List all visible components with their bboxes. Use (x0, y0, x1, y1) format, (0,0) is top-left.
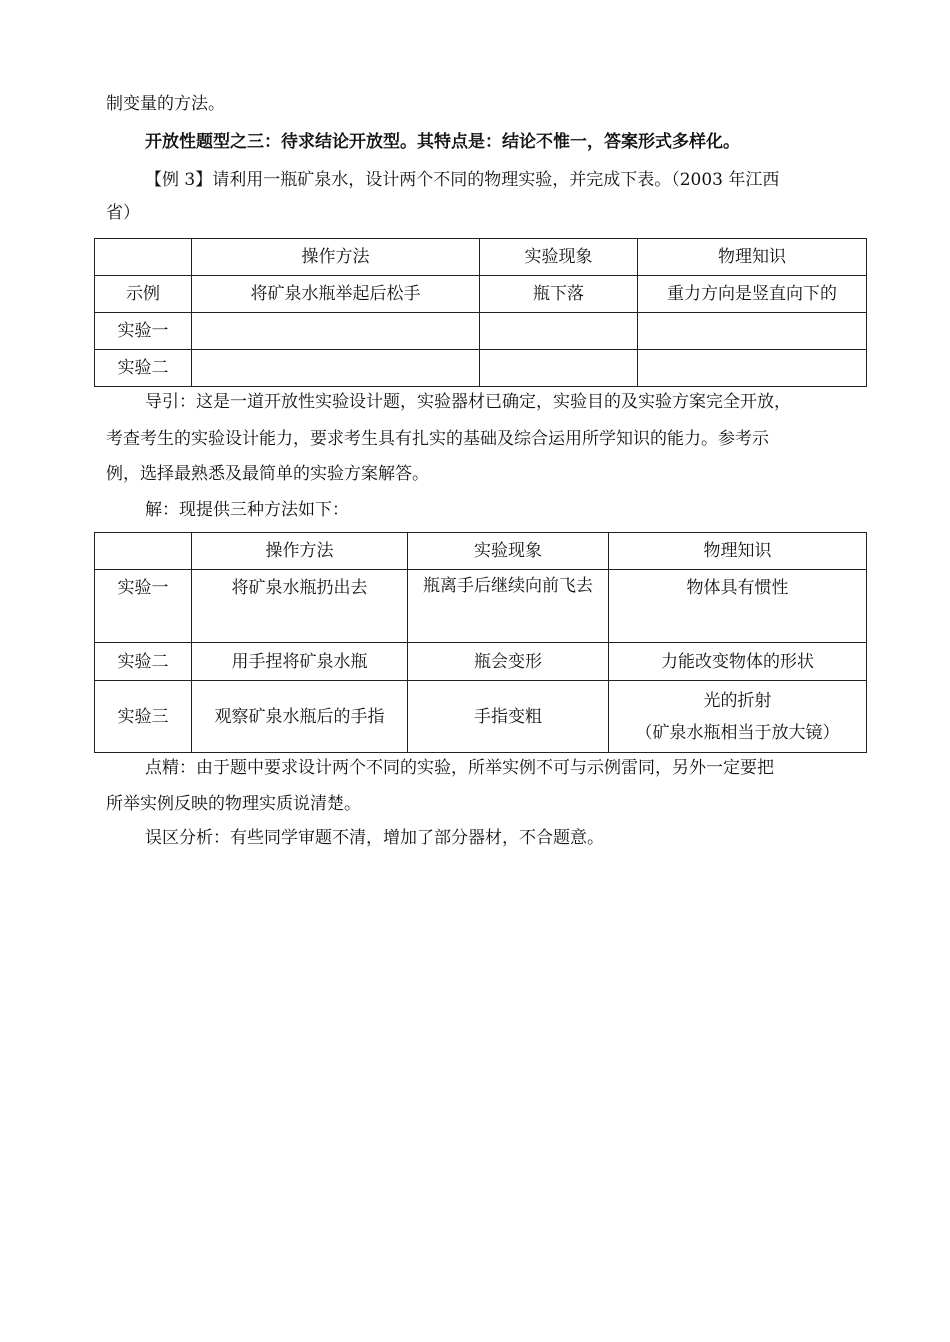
table-row (95, 681, 867, 753)
guide-line1: 导引：这是一道开放性实验设计题，实验器材已确定，实验目的及实验方案完全开放， (145, 392, 791, 412)
table-cell (408, 570, 609, 643)
table-cell (95, 239, 192, 276)
point-line1: 点精：由于题中要求设计两个不同的实验，所举实例不可与示例雷同，另外一定要把 (145, 758, 774, 778)
table-row (95, 570, 867, 643)
table-cell: 示例 (95, 276, 192, 313)
example-prompt-line2: 省） (106, 203, 140, 223)
table-cell: 瓶下落 (480, 276, 638, 313)
table-cell (638, 350, 867, 387)
solution-intro: 解：现提供三种方法如下： (145, 500, 349, 520)
table-cell (609, 681, 867, 753)
table-cell: 将矿泉水瓶举起后松手 (192, 276, 480, 313)
table-cell (638, 313, 867, 350)
table-cell (480, 313, 638, 350)
table-cell: 实验一 (95, 313, 192, 350)
table-cell (192, 350, 480, 387)
table-cell: 瓶会变形 (408, 643, 609, 681)
solution-table (94, 532, 867, 753)
table-row (95, 350, 867, 387)
point-line2: 所举实例反映的物理实质说清楚。 (106, 794, 361, 814)
table-header: 操作方法 (192, 533, 408, 570)
table-header: 操作方法 (192, 239, 480, 276)
table-cell (95, 533, 192, 570)
table-header: 物理知识 (638, 239, 867, 276)
table-cell: 将矿泉水瓶扔出去 (192, 570, 408, 643)
guide-line3: 例，选择最熟悉及最简单的实验方案解答。 (106, 464, 429, 484)
table-cell: 用手捏将矿泉水瓶 (192, 643, 408, 681)
table-cell: 实验三 (95, 681, 192, 753)
table-row (95, 313, 867, 350)
guide-line2: 考查考生的实验设计能力，要求考生具有扎实的基础及综合运用所学知识的能力。参考示 (106, 429, 769, 449)
table-cell (480, 350, 638, 387)
table-header: 实验现象 (480, 239, 638, 276)
table-cell-line2: （矿泉水瓶相当于放大镜） (635, 722, 840, 743)
table-header: 实验现象 (408, 533, 609, 570)
example-table (94, 238, 867, 387)
paragraph-continuation: 制变量的方法。 (106, 94, 225, 114)
table-row (95, 643, 867, 681)
table-cell: 物体具有惯性 (609, 570, 867, 643)
table-cell-line1: 光的折射 (703, 690, 772, 711)
example-prompt-line1: 【例 3】请利用一瓶矿泉水，设计两个不同的物理实验，并完成下表。（2003 年江西 (145, 170, 780, 190)
table-header-row (95, 239, 867, 276)
table-cell (192, 313, 480, 350)
mistake-analysis: 误区分析：有些同学审题不清，增加了部分器材，不合题意。 (145, 828, 604, 848)
table-cell: 重力方向是竖直向下的 (638, 276, 867, 313)
table-cell: 力能改变物体的形状 (609, 643, 867, 681)
table-header-row (95, 533, 867, 570)
table-cell: 实验二 (95, 643, 192, 681)
table-row (95, 276, 867, 313)
table-cell-text: 瓶离手后继续向前飞去 (423, 576, 593, 596)
table-cell: 观察矿泉水瓶后的手指 (192, 681, 408, 753)
table-cell: 实验二 (95, 350, 192, 387)
table-header: 物理知识 (609, 533, 867, 570)
section-heading: 开放性题型之三：待求结论开放型。其特点是：结论不惟一，答案形式多样化。 (145, 132, 740, 152)
table-cell: 手指变粗 (408, 681, 609, 753)
table-cell: 实验一 (95, 570, 192, 643)
